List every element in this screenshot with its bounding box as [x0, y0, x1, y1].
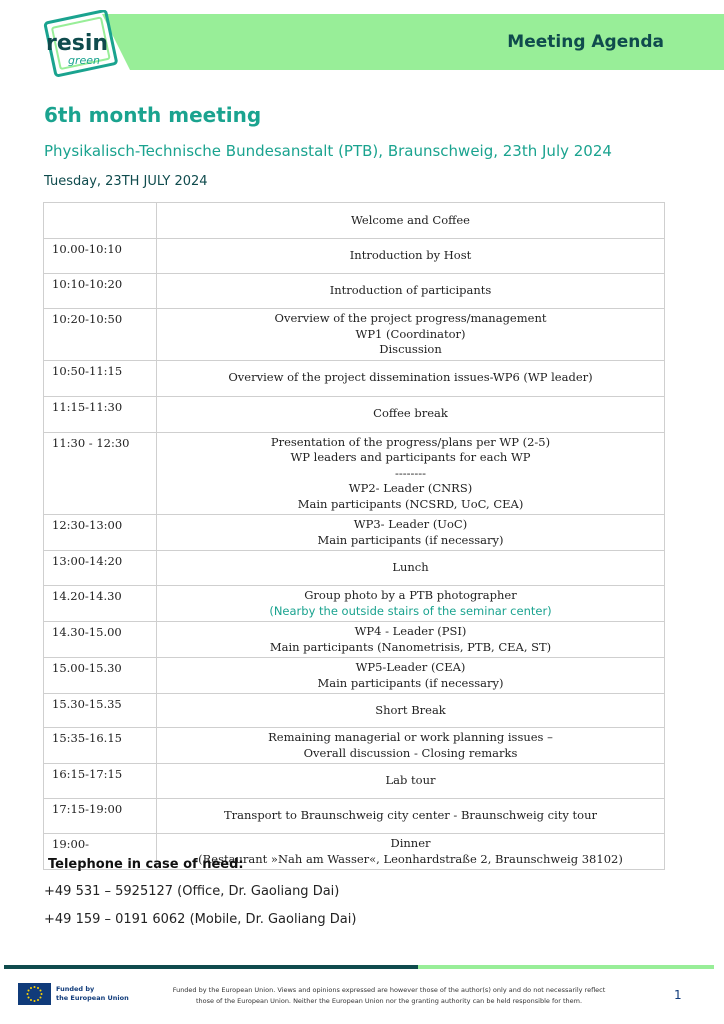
- agenda-activity: [157, 764, 665, 799]
- agenda-activity-line: Dinner: [390, 836, 431, 850]
- agenda-activity: [157, 622, 665, 658]
- agenda-row: [44, 274, 665, 309]
- document-type-title: Meeting Agenda: [507, 32, 664, 52]
- agenda-time: 12:30-13:00: [44, 515, 157, 551]
- meeting-title: 6th month meeting: [44, 103, 262, 127]
- agenda-row: [44, 551, 665, 586]
- agenda-activity-line: (Restaurant »Nah am Wasser«, Leonhardstraße 2, Braunschweig 38102): [198, 851, 623, 866]
- agenda-activity-line: Coffee break: [373, 406, 448, 421]
- agenda-row: [44, 515, 665, 551]
- agenda-activity: [157, 728, 665, 764]
- agenda-activity-line: Presentation of the progress/plans per WP (2-5): [270, 434, 551, 449]
- footer-divider-light: [418, 965, 714, 969]
- agenda-activity: [157, 309, 665, 361]
- agenda-activity-line: WP2- Leader (CNRS): [348, 481, 473, 495]
- agenda-activity-line: Overview of the project progress/management: [274, 311, 547, 325]
- header-band: [130, 14, 724, 70]
- agenda-time: 15:35-16.15: [44, 728, 157, 764]
- agenda-row: [44, 658, 665, 694]
- agenda-time: 10:50-11:15: [44, 360, 157, 396]
- agenda-time: 10:10-10:20: [44, 274, 157, 309]
- agenda-time: 19:00-: [44, 834, 157, 870]
- agenda-activity: [157, 799, 665, 834]
- agenda-activity: [157, 694, 665, 728]
- agenda-activity: [157, 360, 665, 396]
- agenda-activity-line: Overview of the project dissemination issues-WP6 (WP leader): [228, 370, 593, 385]
- agenda-time: 14.20-14.30: [44, 586, 157, 622]
- agenda-activity-line: WP leaders and participants for each WP: [290, 450, 531, 464]
- agenda-activity-line: Lab tour: [385, 773, 436, 788]
- agenda-row: [44, 309, 665, 361]
- agenda-activity: [157, 586, 665, 622]
- footer-divider-dark: [4, 965, 418, 969]
- agenda-row: [44, 360, 665, 396]
- agenda-time: [44, 203, 157, 239]
- contact-heading: Telephone in case of need:: [48, 857, 244, 872]
- agenda-activity-line: WP4 - Leader (PSI): [354, 624, 467, 638]
- agenda-time: 17:15-19:00: [44, 799, 157, 834]
- agenda-activity: [157, 274, 665, 309]
- agenda-activity-line: WP3- Leader (UoC): [353, 517, 468, 531]
- agenda-activity-line: Lunch: [392, 560, 429, 575]
- agenda-activity: [157, 515, 665, 551]
- agenda-row: [44, 764, 665, 799]
- agenda-row: [44, 239, 665, 274]
- agenda-row: [44, 203, 665, 239]
- agenda-row: [44, 586, 665, 622]
- funding-disclaimer: [140, 985, 638, 1006]
- agenda-location-note: (Nearby the outside stairs of the seminar center): [269, 603, 552, 618]
- agenda-table: [43, 202, 665, 870]
- logo-subword: green: [68, 54, 101, 67]
- agenda-row: [44, 622, 665, 658]
- agenda-activity-line: Main participants (if necessary): [317, 675, 504, 690]
- agenda-activity: [157, 551, 665, 586]
- eu-label-line2: the European Union: [56, 993, 129, 1002]
- eu-flag-icon: [18, 983, 51, 1005]
- eu-funding-label: [56, 985, 136, 1002]
- agenda-time: 11:15-11:30: [44, 396, 157, 432]
- agenda-row: [44, 799, 665, 834]
- agenda-activity-line: Remaining managerial or work planning issues –: [268, 730, 553, 744]
- phone-office: +49 531 – 5925127 (Office, Dr. Gaoliang Dai): [44, 884, 340, 899]
- agenda-activity-line: --------: [394, 465, 427, 480]
- agenda-activity-line: Main participants (if necessary): [317, 532, 504, 547]
- agenda-activity: [157, 396, 665, 432]
- logo-wordmark: resin: [46, 31, 109, 56]
- agenda-time: 10:20-10:50: [44, 309, 157, 361]
- agenda-time: 10.00-10:10: [44, 239, 157, 274]
- agenda-activity-line: WP1 (Coordinator): [355, 326, 466, 341]
- page-number: 1: [674, 988, 682, 1002]
- agenda-activity-line: Welcome and Coffee: [351, 212, 470, 227]
- agenda-time: 15.00-15.30: [44, 658, 157, 694]
- resin-green-logo: [42, 10, 122, 78]
- agenda-activity-line: Main participants (NCSRD, UoC, CEA): [297, 496, 524, 511]
- agenda-activity-line: Transport to Braunschweig city center - Braunschweig city tour: [223, 808, 598, 823]
- agenda-activity-line: Discussion: [379, 342, 442, 356]
- meeting-location: Physikalisch-Technische Bundesanstalt (PTB), Braunschweig, 23th July 2024: [44, 142, 612, 160]
- agenda-activity: [157, 432, 665, 515]
- agenda-time: 16:15-17:15: [44, 764, 157, 799]
- meeting-date: Tuesday, 23TH JULY 2024: [44, 174, 208, 189]
- eu-label-line1: Funded by: [56, 985, 95, 993]
- agenda-time: 14.30-15.00: [44, 622, 157, 658]
- agenda-activity-line: Introduction of participants: [329, 283, 492, 298]
- agenda-activity: [157, 239, 665, 274]
- agenda-row: [44, 694, 665, 728]
- agenda-activity-line: Short Break: [375, 702, 446, 717]
- disclaimer-line1: Funded by the European Union. Views and opinions expressed are however those of the author(s) only and do not necessarily reflect: [172, 986, 606, 994]
- agenda-body: [44, 203, 665, 870]
- agenda-time: 15.30-15.35: [44, 694, 157, 728]
- disclaimer-line2: those of the European Union. Neither the European Union nor the granting authority can be held responsible for them.: [195, 996, 583, 1005]
- agenda-row: [44, 432, 665, 515]
- agenda-activity-line: Group photo by a PTB photographer: [304, 588, 517, 602]
- phone-mobile: +49 159 – 0191 6062 (Mobile, Dr. Gaoliang Dai): [44, 912, 357, 927]
- agenda-time: 11:30 - 12:30: [44, 432, 157, 515]
- agenda-activity-line: WP5-Leader (CEA): [355, 660, 466, 674]
- agenda-activity: [157, 658, 665, 694]
- agenda-activity-line: Introduction by Host: [349, 248, 472, 263]
- agenda-activity-line: Overall discussion - Closing remarks: [303, 745, 518, 760]
- agenda-activity: [157, 203, 665, 239]
- agenda-time: 13:00-14:20: [44, 551, 157, 586]
- agenda-row: [44, 396, 665, 432]
- agenda-activity-line: Main participants (Nanometrisis, PTB, CEA, ST): [269, 639, 552, 654]
- agenda-row: [44, 728, 665, 764]
